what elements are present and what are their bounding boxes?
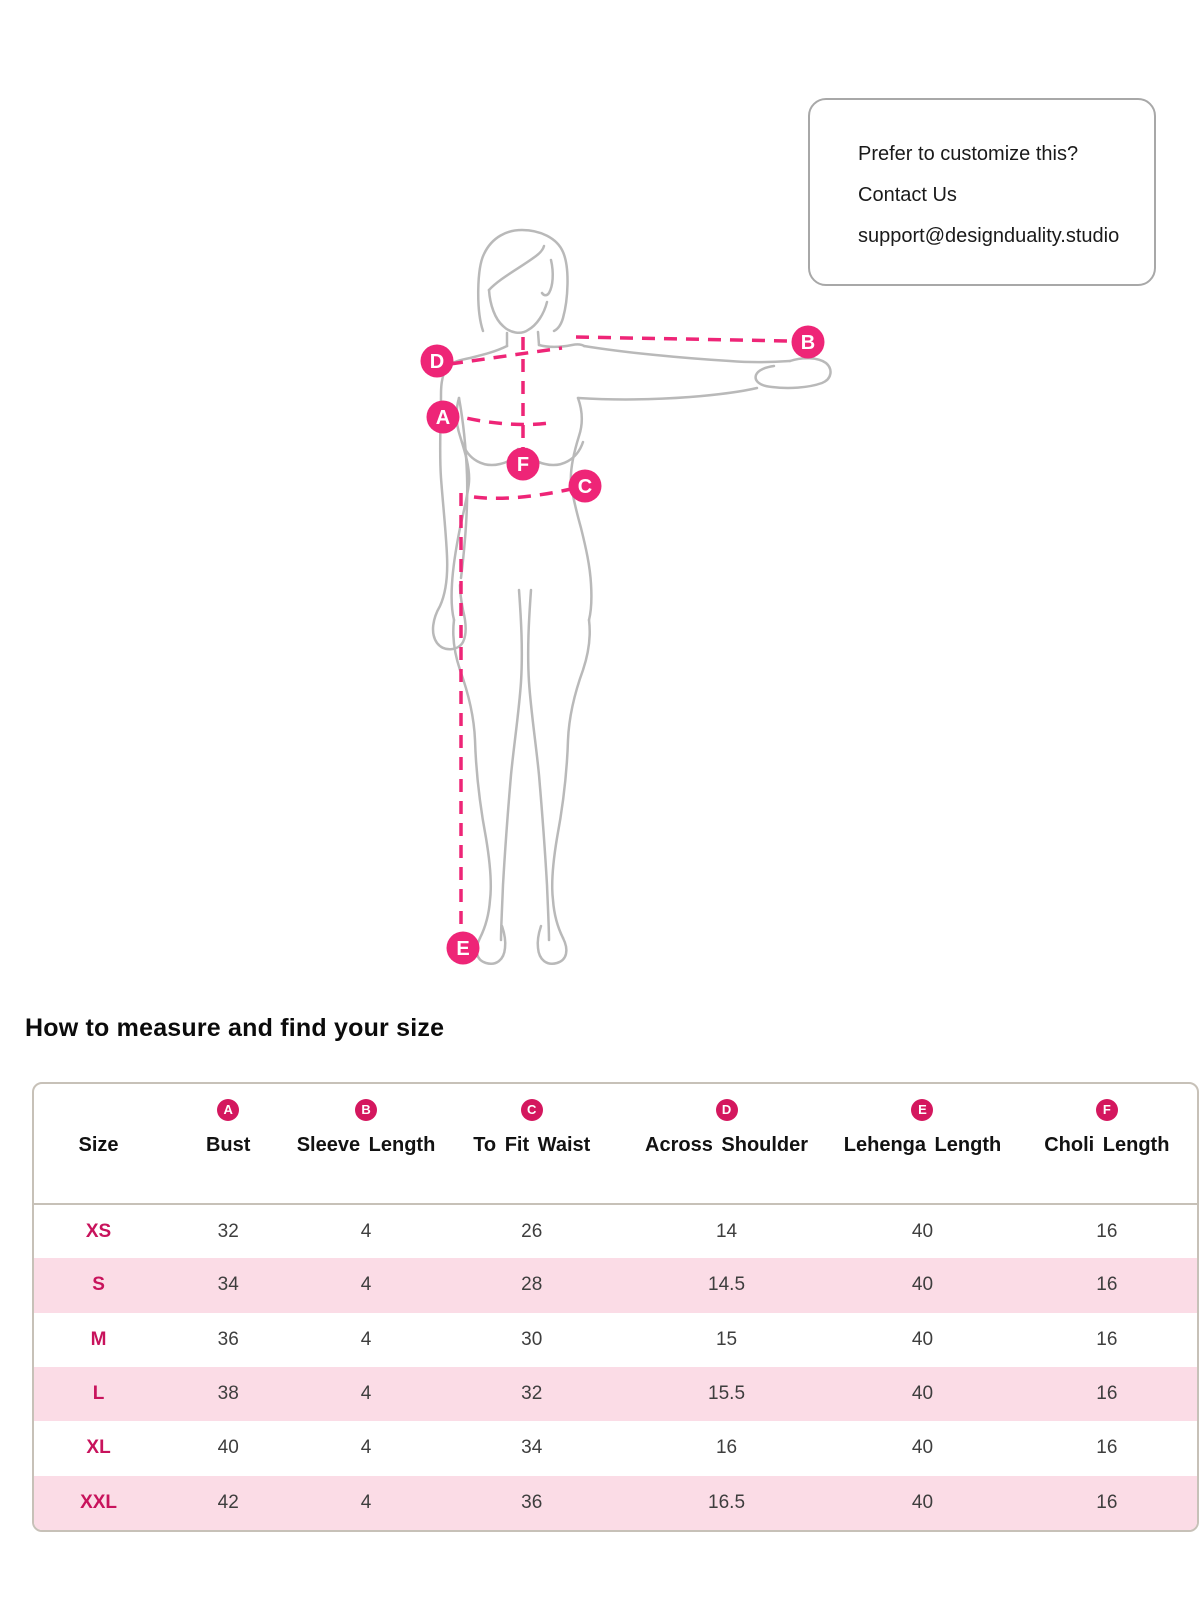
m-to-fit-waist: 30 <box>521 1328 543 1350</box>
choli-length-header-label: Choli Length <box>1044 1134 1170 1156</box>
table-row-s <box>34 1258 1197 1312</box>
l-choli-length: 16 <box>1096 1383 1118 1405</box>
to-fit-waist-header-label: To Fit Waist <box>473 1134 591 1156</box>
xl-lehenga-length: 40 <box>911 1437 934 1459</box>
xl-sleeve-length: 4 <box>360 1437 372 1459</box>
m-choli-length: 16 <box>1096 1328 1118 1350</box>
l-lehenga-length: 40 <box>911 1383 934 1405</box>
m-bust: 36 <box>217 1328 239 1350</box>
marker-b <box>792 326 825 359</box>
measurement-markers <box>421 326 825 965</box>
contact-us-link[interactable]: Contact Us <box>858 184 957 206</box>
l-to-fit-waist: 32 <box>521 1383 543 1405</box>
size-label-xs: XS <box>85 1220 112 1242</box>
xs-lehenga-length: 40 <box>911 1220 934 1242</box>
xxl-choli-length: 16 <box>1096 1491 1118 1513</box>
size-label-l: L <box>92 1383 105 1405</box>
column-header-across-shoulder <box>625 1084 829 1204</box>
neck-right <box>538 332 539 345</box>
xxl-across-shoulder: 16.5 <box>708 1491 746 1513</box>
support-email-link[interactable]: support@designduality.studio <box>858 225 1120 247</box>
table-row-m <box>34 1313 1197 1367</box>
page-title: How to measure and find your size <box>25 1014 445 1042</box>
size-label-xxl: XXL <box>80 1491 118 1513</box>
marker-d-label: D <box>429 351 445 373</box>
xxl-sleeve-length: 4 <box>360 1491 372 1513</box>
table-row-l <box>34 1367 1197 1421</box>
xxl-to-fit-waist: 36 <box>521 1491 543 1513</box>
marker-a <box>427 401 460 434</box>
xxl-lehenga-length: 40 <box>911 1491 934 1513</box>
marker-e <box>447 932 480 965</box>
sleeve-length-header-label: Sleeve Length <box>296 1134 436 1156</box>
leg-right-outer <box>552 620 590 938</box>
leg-left-outer <box>453 620 491 938</box>
header-row <box>34 1084 1197 1204</box>
hair-right-curl <box>542 260 553 295</box>
lehenga-length-header-label: Lehenga Length <box>843 1134 1002 1156</box>
badge-a-icon: A <box>217 1099 239 1121</box>
badge-f-icon: F <box>1096 1099 1118 1121</box>
size-label-s: S <box>92 1274 105 1296</box>
badge-spacer <box>88 1099 110 1121</box>
size-label-m: M <box>90 1328 107 1350</box>
leg-right-inner <box>528 590 549 940</box>
l-sleeve-length: 4 <box>360 1383 372 1405</box>
xl-bust: 40 <box>217 1437 239 1459</box>
xxl-bust: 42 <box>217 1491 239 1513</box>
size-header-label: Size <box>78 1134 119 1156</box>
size-chart <box>32 1082 1199 1532</box>
foot-right <box>538 926 567 964</box>
marker-b-label: B <box>800 332 816 354</box>
arm-extended-top <box>584 346 790 362</box>
torso-right-side <box>571 398 592 620</box>
column-header-to-fit-waist <box>439 1084 625 1204</box>
column-header-choli-length <box>1017 1084 1197 1204</box>
hair-fringe <box>489 246 544 290</box>
xs-bust: 32 <box>217 1220 239 1242</box>
m-lehenga-length: 40 <box>911 1328 934 1350</box>
m-across-shoulder: 15 <box>715 1328 738 1350</box>
across-shoulder-line <box>450 348 562 364</box>
measurement-figure <box>380 215 850 985</box>
marker-e-label: E <box>456 938 470 960</box>
s-bust: 34 <box>217 1274 239 1296</box>
measurement-lines <box>446 337 790 930</box>
customize-callout <box>808 98 1156 286</box>
arm-hanging-inner <box>459 398 467 578</box>
hair-outline <box>478 230 567 331</box>
s-across-shoulder: 14.5 <box>708 1274 746 1296</box>
table-row-xs <box>34 1204 1197 1258</box>
table-row-xl <box>34 1421 1197 1475</box>
badge-d-icon: D <box>716 1099 738 1121</box>
marker-f <box>507 448 540 481</box>
s-to-fit-waist: 28 <box>521 1274 543 1296</box>
l-bust: 38 <box>217 1383 239 1405</box>
xl-to-fit-waist: 34 <box>521 1437 543 1459</box>
xs-sleeve-length: 4 <box>360 1220 372 1242</box>
size-chart-table <box>34 1084 1197 1530</box>
badge-c-icon: C <box>521 1099 543 1121</box>
l-across-shoulder: 15.5 <box>708 1383 746 1405</box>
m-sleeve-length: 4 <box>360 1328 372 1350</box>
arm-extended-bottom <box>578 388 757 399</box>
xl-choli-length: 16 <box>1096 1437 1118 1459</box>
face-outline <box>489 290 547 333</box>
callout-question: Prefer to customize this? <box>858 143 1079 165</box>
table-row-xxl <box>34 1476 1197 1530</box>
waist-line <box>474 489 571 498</box>
marker-d <box>421 345 454 378</box>
marker-a-label: A <box>435 407 451 429</box>
column-header-bust <box>163 1084 293 1204</box>
xs-to-fit-waist: 26 <box>521 1220 543 1242</box>
s-choli-length: 16 <box>1096 1274 1118 1296</box>
xs-choli-length: 16 <box>1096 1220 1118 1242</box>
leg-left-inner <box>501 590 522 940</box>
column-header-sleeve-length <box>293 1084 438 1204</box>
bust-header-label: Bust <box>205 1134 251 1156</box>
across-shoulder-header-label: Across Shoulder <box>645 1134 809 1156</box>
marker-c <box>569 470 602 503</box>
size-label-xl: XL <box>86 1437 111 1459</box>
xs-across-shoulder: 14 <box>715 1220 738 1242</box>
marker-f-label: F <box>516 454 530 476</box>
badge-b-icon: B <box>355 1099 377 1121</box>
badge-e-icon: E <box>911 1099 933 1121</box>
column-header-size <box>34 1084 163 1204</box>
sleeve-length-line <box>576 337 790 341</box>
s-lehenga-length: 40 <box>911 1274 934 1296</box>
s-sleeve-length: 4 <box>360 1274 372 1296</box>
column-header-lehenga-length <box>828 1084 1016 1204</box>
xl-across-shoulder: 16 <box>715 1437 738 1459</box>
body-outline <box>433 230 830 964</box>
marker-c-label: C <box>577 476 593 498</box>
